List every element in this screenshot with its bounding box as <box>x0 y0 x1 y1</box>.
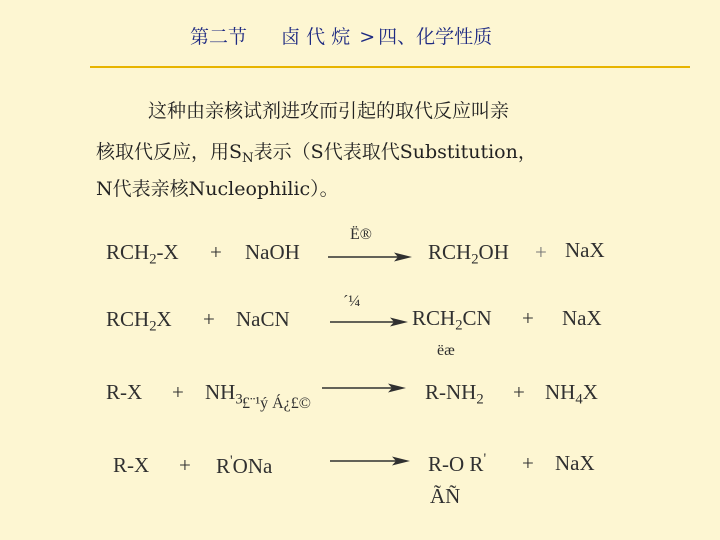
reaction-arrow <box>322 383 406 393</box>
product: $RCH_2CN$ <box>412 306 492 334</box>
plus-sign: + <box>179 453 191 477</box>
reactant-alkyl-halide: $RCH_2-X$ <box>106 240 179 268</box>
condition-above: Ë® <box>350 226 372 243</box>
reagent: NaOH <box>245 240 300 264</box>
reactant-alkyl-halide: R-X <box>106 380 143 404</box>
section-label: 第二节 <box>190 26 248 48</box>
plus-sign: + <box>535 240 547 264</box>
reaction-arrow <box>330 317 408 327</box>
product: $RCH_2OH$ <box>428 240 509 268</box>
reagent: $NH_3$ <box>205 380 243 408</box>
line2-text-a: 核取代反应，用S <box>96 141 243 163</box>
reagent: NaCN <box>236 307 290 331</box>
condition-beside: £¨¹ý Á¿£© <box>242 395 311 412</box>
plus-sign: + <box>522 306 534 330</box>
chapter-label: 卤 代 烷 <box>281 26 351 48</box>
reagent-alkoxide: R'ONa <box>216 453 273 478</box>
reaction-arrow <box>330 456 410 466</box>
topic-label: 四、化学性质 <box>378 26 493 48</box>
condition-below: ÃÑ <box>430 484 461 508</box>
breadcrumb-separator: > <box>359 26 376 48</box>
paragraph-line-2 <box>96 137 537 166</box>
byproduct: NaX <box>555 451 595 475</box>
reaction-arrow <box>328 252 412 262</box>
plus-sign: + <box>522 451 534 475</box>
line2-text-b: 表示（S代表取代Substitution， <box>253 141 537 163</box>
product: $R-NH_2$ <box>425 380 484 408</box>
header-divider <box>90 66 690 68</box>
condition-below: ëæ <box>437 342 455 359</box>
reactant-alkyl-halide: R-X <box>113 453 150 477</box>
paragraph-line-1: 这种由亲核试剂进攻而引起的取代反应叫亲 <box>148 100 510 122</box>
product-ether: R-O R' <box>428 451 487 476</box>
slide-title <box>190 22 492 49</box>
plus-sign: + <box>513 380 525 404</box>
sn-subscript: N <box>242 150 254 166</box>
plus-sign: + <box>172 380 184 404</box>
condition-above: ´¼ <box>343 293 361 310</box>
byproduct: NaX <box>562 306 602 330</box>
byproduct: NaX <box>565 238 605 262</box>
paragraph-line-3: N代表亲核Nucleophilic）。 <box>96 178 339 200</box>
plus-sign: + <box>203 307 215 331</box>
plus-sign: + <box>210 240 222 264</box>
reactant-alkyl-halide: $RCH_2X$ <box>106 307 172 335</box>
byproduct: $NH_4X$ <box>545 380 598 408</box>
